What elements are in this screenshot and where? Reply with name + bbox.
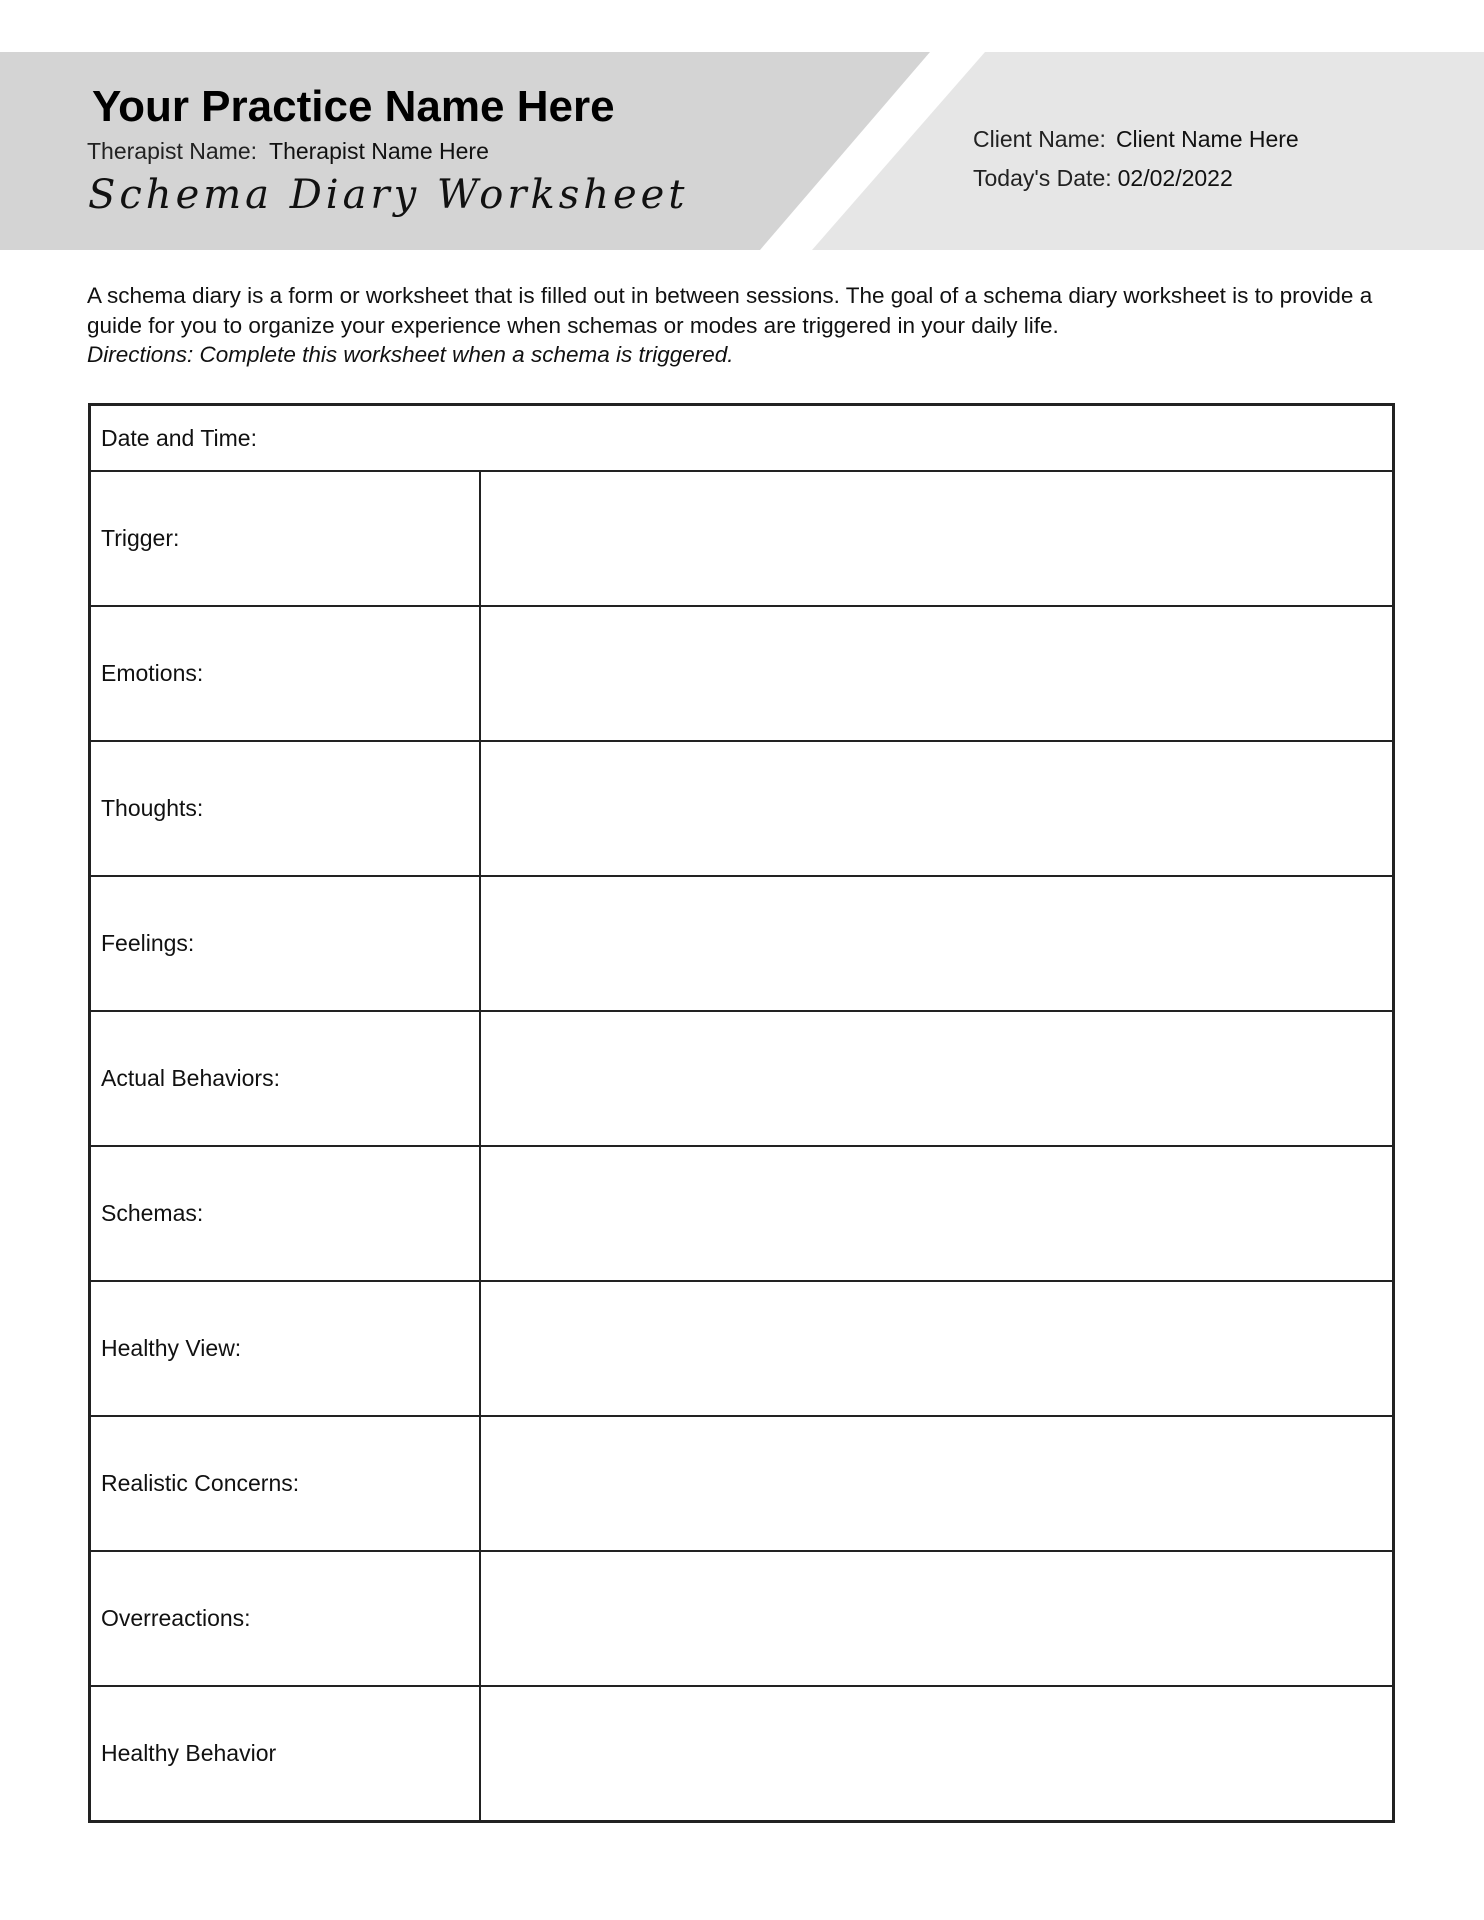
therapist-name-value[interactable]: Therapist Name Here bbox=[269, 138, 489, 164]
intro-directions: Directions: Complete this worksheet when a schema is triggered. bbox=[87, 342, 734, 367]
table-row bbox=[90, 471, 1394, 606]
field-label: Healthy View: bbox=[90, 1281, 481, 1416]
field-label: Thoughts: bbox=[90, 741, 481, 876]
table-row bbox=[90, 1416, 1394, 1551]
client-name-value[interactable]: Client Name Here bbox=[1115, 126, 1299, 152]
table-row bbox=[90, 1551, 1394, 1686]
field-entry-cell[interactable] bbox=[480, 741, 1394, 876]
field-entry-cell[interactable] bbox=[480, 471, 1394, 606]
table-row bbox=[90, 606, 1394, 741]
date-time-cell[interactable]: Date and Time: bbox=[90, 405, 1394, 472]
field-entry-cell[interactable] bbox=[480, 606, 1394, 741]
field-entry-cell[interactable] bbox=[480, 1416, 1394, 1551]
therapist-name-row bbox=[87, 138, 489, 165]
field-label: Realistic Concerns: bbox=[90, 1416, 481, 1551]
field-label: Emotions: bbox=[90, 606, 481, 741]
field-entry-cell[interactable] bbox=[480, 1686, 1394, 1822]
field-label: Feelings: bbox=[90, 876, 481, 1011]
table-row bbox=[90, 876, 1394, 1011]
schema-diary-table bbox=[88, 403, 1395, 1823]
intro-description: A schema diary is a form or worksheet that is filled out in between sessions. The goal of a schema diary worksheet is to provide a guide for you to organize your experience when schemas or modes are triggered in your daily life. bbox=[87, 283, 1373, 338]
date-time-row bbox=[90, 405, 1394, 472]
client-name-row bbox=[973, 126, 1299, 153]
field-entry-cell[interactable] bbox=[480, 1551, 1394, 1686]
table-row bbox=[90, 741, 1394, 876]
table-row bbox=[90, 1011, 1394, 1146]
practice-name: Your Practice Name Here bbox=[92, 82, 615, 131]
field-label: Actual Behaviors: bbox=[90, 1011, 481, 1146]
todays-date-row bbox=[973, 165, 1233, 192]
table-row bbox=[90, 1281, 1394, 1416]
field-label: Trigger: bbox=[90, 471, 481, 606]
field-entry-cell[interactable] bbox=[480, 1011, 1394, 1146]
field-label: Overreactions: bbox=[90, 1551, 481, 1686]
field-label: Schemas: bbox=[90, 1146, 481, 1281]
worksheet-title: Schema Diary Worksheet bbox=[88, 172, 689, 218]
field-label: Healthy Behavior bbox=[90, 1686, 481, 1822]
table-row bbox=[90, 1686, 1394, 1822]
therapist-name-label: Therapist Name: bbox=[87, 138, 258, 164]
field-entry-cell[interactable] bbox=[480, 1281, 1394, 1416]
field-entry-cell[interactable] bbox=[480, 876, 1394, 1011]
table-row bbox=[90, 1146, 1394, 1281]
todays-date-label: Today's Date: bbox=[973, 165, 1112, 191]
intro-text bbox=[87, 281, 1417, 370]
todays-date-value[interactable]: 02/02/2022 bbox=[1117, 165, 1233, 191]
client-name-label: Client Name: bbox=[973, 126, 1106, 152]
field-entry-cell[interactable] bbox=[480, 1146, 1394, 1281]
